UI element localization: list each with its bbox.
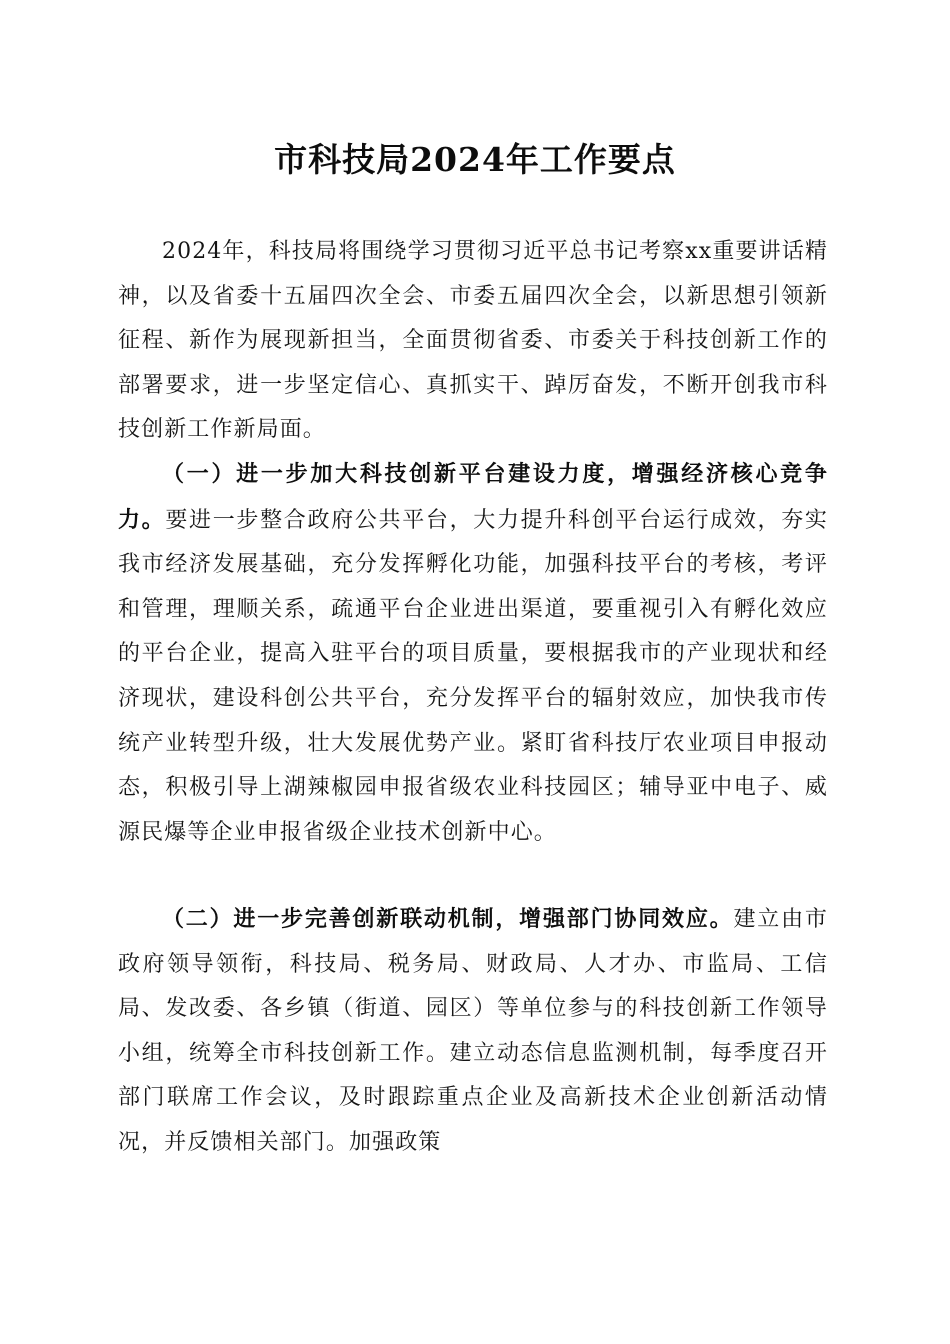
document-title: 市科技局2024年工作要点 <box>274 140 676 179</box>
section-1-paragraph <box>118 452 828 855</box>
section-1-heading: （一）进一步加大科技创新平台建设力度，增强经济核心竞争力。 <box>118 461 828 533</box>
intro-paragraph: 2024年，科技局将围绕学习贯彻习近平总书记考察xx重要讲话精神，以及省委十五届四次全会、市委五届四次全会，以新思想引领新征程、新作为展现新担当，全面贯彻省委、市委关于科技创新工作的部署要求，进一步坚定信心、真抓实干、踔厉奋发，不断开创我市科技创新工作新局面。 <box>118 239 828 443</box>
section-1-body: 要进一步整合政府公共平台，大力提升科创平台运行成效，夯实我市经济发展基础，充分发挥孵化功能，加强科技平台的考核，考评和管理，理顺关系，疏通平台企业进出渠道，要重视引入有孵化效应的平台企业，提高入驻平台的项目质量，要根据我市的产业现状和经济现状，建设科创公共平台，充分发挥平台的辐射效应，加快我市传统产业转型升级，壮大发展优势产业。紧盯省科技厅农业项目申报动态，积极引导上湖辣椒园申报省级农业科技园区；辅导亚中电子、威源民爆等企业申报省级企业技术创新中心。 <box>118 507 828 845</box>
section-2-paragraph <box>118 897 828 1166</box>
section-2-heading: （二）进一步完善创新联动机制，增强部门协同效应。 <box>162 906 734 932</box>
section-2-body: 建立由市政府领导领衔，科技局、税务局、财政局、人才办、市监局、工信局、发改委、各乡镇（街道、园区）等单位参与的科技创新工作领导小组，统筹全市科技创新工作。建立动态信息监测机制，每季度召开部门联席工作会议，及时跟踪重点企业及高新技术企业创新活动情况，并反馈相关部门。加强政策 <box>118 907 829 1155</box>
